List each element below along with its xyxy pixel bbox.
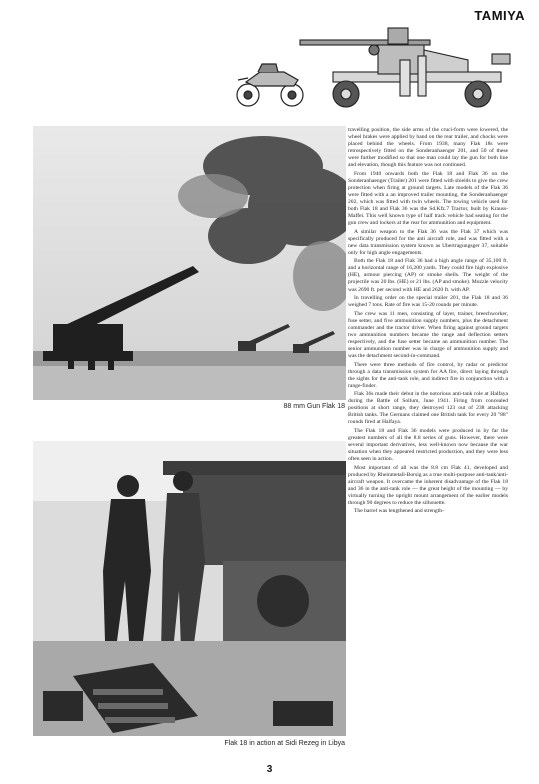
figure-caption: 88 mm Gun Flak 18 [283, 403, 345, 410]
article-paragraph: From 1940 onwards both the Flak 18 and Flak 36 on the Sonderanhaenger (Trailer) 201 were fitted with shields to give the crew protection when firing at ground targets. Late models of the Flak 36 were fitted with a an improved trailer mounting, the Sonderanhaenger 202, which was fitted with twin wheels. The towing vehicle used for both Flak 18 and Flak 36 was the Sd.Kfz.7 Tractor, built by Krauss-Maffei. This well known type of half track vehicle had seating for the gun crew and lockers at the rear for ammunition and equipment. [348, 170, 508, 227]
motorcycle-illustration [237, 64, 303, 106]
article-paragraph: The barrel was lengthened and strength- [354, 508, 444, 515]
article-paragraph: A similar weapon to the Flak 36 was the Flak 37 which was specifically produced for the anti aircraft role, and was fitted with a new data transmission system known as Ubertragungsger 37, suitable only for high angle engagements. [348, 228, 508, 256]
article-paragraph: There were three methods of fire control, by radar or predictor through a data transmission system for AA fire, direct laying through the sights for the anti-tank role, and indirect fire in conjunction with a range-finder. [348, 361, 508, 389]
article-paragraph: travelling position, the side arms of the cruci-form were lowered, the wheel brakes were applied by hand on the rear trailer, and chocks were placed behind the wheels. From 1938, many Flak 18s were retrospectively fitted on the Sonderanhaenger 201, and 50 of these were further modified so that one man could lay the gun for both line and elevation, though this feature was not continued. [348, 127, 508, 169]
photo-flak18-sidi-rezeg [33, 441, 346, 736]
article-body [348, 127, 508, 767]
article-paragraph: In travelling order on the special trailer 201, the Flak 18 and 36 weighed 7 tons. Rate of fire was 15-20 rounds per minute. [348, 295, 508, 309]
article-paragraph: The crew was 11 men, consisting of layer, trainer, breechworker, fuse setter, and five ammunition supply numbers, plus the detachment commander and the tractor driver. When firing against ground targets two ammunition numbers became the range and deflection setters respectively, and the fuse setter became an ammunition number. The senior ammunition number was in charge of ammunition supply and was the detachment second-in-command. [348, 310, 508, 359]
article-paragraph: Most important of all was the 8.8 cm Flak 41, developed and produced by Rheinmetall-Borsig as a true multi-purpose anti-tank/anti-aircraft weapon. It overcame the inherent disadvantage of the Flak 18 and 36 in the anti-tank role — the great height of the mounting — by virtually turning the upright mount arrangement of the earlier models through 90 degrees to reduce the silhouette. [348, 464, 508, 506]
page-number: 3 [266, 764, 273, 775]
photo-flak18-firing [33, 126, 346, 400]
article-paragraph: Both the Flak 18 and Flak 36 had a high angle range of 35,100 ft. and a horizontal range of 16,200 yards. They could fire high explosive (HE), armour piercing (AP) or smoke shells. The weight of the projectile was 20 lbs. (HE) or 21 lbs. (AP and smoke). Muzzle velocity was 2690 ft. per second with HE and 2620 ft. with AP. [348, 258, 508, 293]
figure-caption: Flak 18 in action at Sidi Rezeg in Libya [224, 740, 345, 747]
flak-gun-illustration [300, 28, 510, 107]
article-paragraph: The Flak 18 and Flak 36 models were produced in by far the greatest numbers of all the 8.8 series of guns. However, there were several important derivatives, less well-known now because the war situation when they appeared restricted production, and they were less often seen in action. [348, 427, 508, 463]
article-paragraph: Flak 36s made their debut in the notorious anti-tank role at Halfaya during the Battle of Sollum, June 1941. Firing from concealed positions at short range, they destroyed 123 out of 238 attacking British tanks. The Germans claimed one British tank for every 20 "88" rounds fired at Halfaya. [348, 391, 508, 426]
brand-logo: TAMIYA [474, 8, 525, 23]
header-illustration [228, 20, 528, 112]
